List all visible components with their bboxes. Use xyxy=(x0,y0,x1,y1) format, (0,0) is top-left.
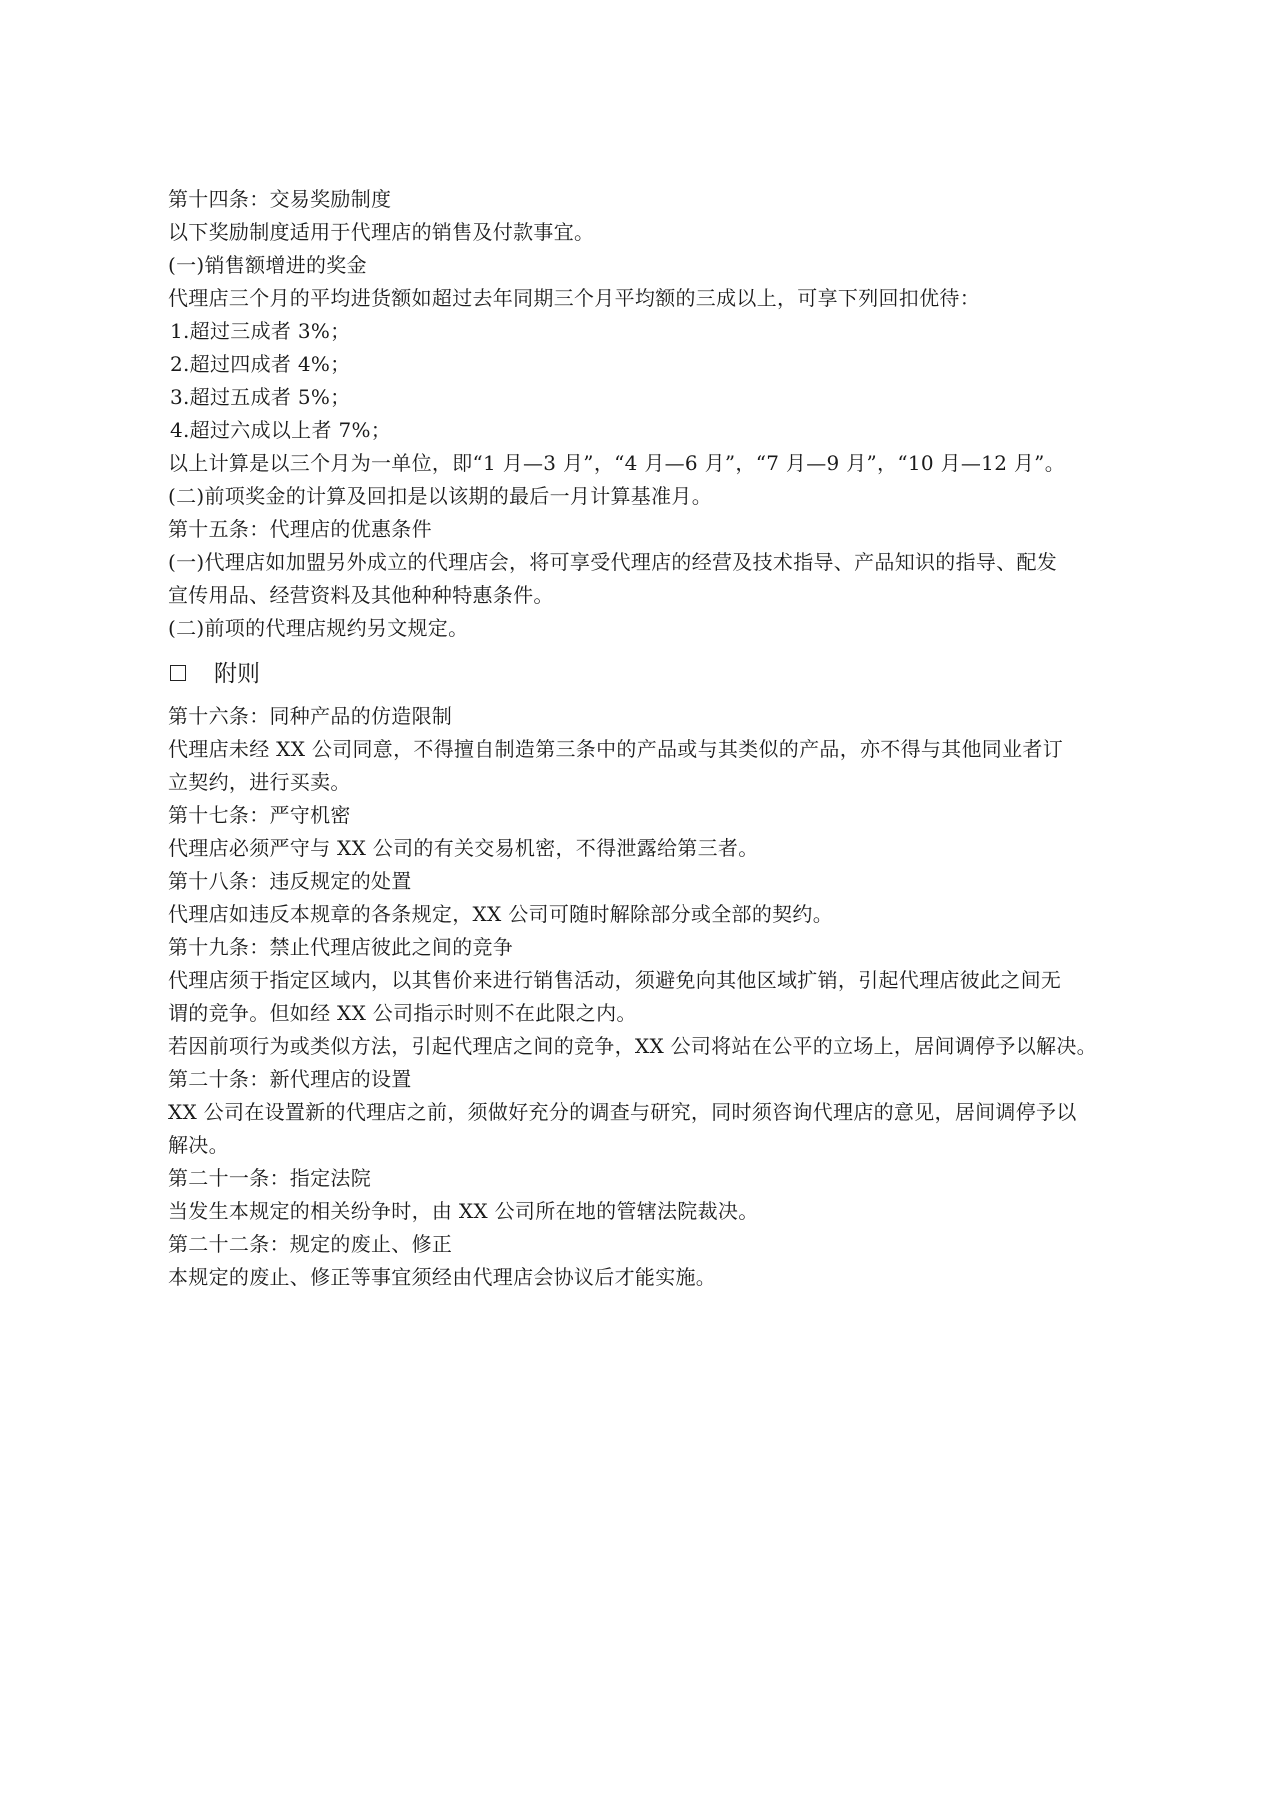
article-14-intro: 以下奖励制度适用于代理店的销售及付款事宜。 xyxy=(168,220,595,244)
article-22-body: 本规定的废止、修正等事宜须经由代理店会协议后才能实施。 xyxy=(168,1265,717,1289)
article-14-title: 第十四条：交易奖励制度 xyxy=(168,187,392,211)
article-14-item-1-desc: 代理店三个月的平均进货额如超过去年同期三个月平均额的三成以上，可享下列回扣优待： xyxy=(168,286,980,310)
article-22-title: 第二十二条：规定的废止、修正 xyxy=(168,1232,453,1256)
tier-item: 1.超过三成者 3%； xyxy=(170,319,351,343)
article-15-item-1-line-2: 宣传用品、经营资料及其他种种特惠条件。 xyxy=(168,583,554,607)
article-19-line-1: 代理店须于指定区域内，以其售价来进行销售活动，须避免向其他区域扩销，引起代理店彼此之间无 xyxy=(168,968,1062,992)
article-15-item-1-line-1: (一)代理店如加盟另外成立的代理店会，将可享受代理店的经营及技术指导、产品知识的指导、配发 xyxy=(168,550,1058,574)
article-20-title: 第二十条：新代理店的设置 xyxy=(168,1067,412,1091)
article-20-line-1: XX 公司在设置新的代理店之前，须做好充分的调查与研究，同时须咨询代理店的意见，居间调停予以 xyxy=(168,1100,1077,1124)
article-21-title: 第二十一条：指定法院 xyxy=(168,1166,371,1190)
article-18-body: 代理店如违反本规章的各条规定，XX 公司可随时解除部分或全部的契约。 xyxy=(168,902,834,926)
article-16-line-1: 代理店未经 XX 公司同意，不得擅自制造第三条中的产品或与其类似的产品，亦不得与其他同业者订 xyxy=(168,737,1063,761)
article-15-title: 第十五条：代理店的优惠条件 xyxy=(168,517,432,541)
checkbox-square-icon xyxy=(170,665,186,681)
section-heading-label: 附则 xyxy=(214,661,260,687)
article-17-body: 代理店必须严守与 XX 公司的有关交易机密，不得泄露给第三者。 xyxy=(168,836,759,860)
article-16-line-2: 立契约，进行买卖。 xyxy=(168,770,351,794)
article-14-item-2: (二)前项奖金的计算及回扣是以该期的最后一月计算基准月。 xyxy=(168,484,713,508)
document-body xyxy=(168,183,1178,1294)
article-15-item-2: (二)前项的代理店规约另文规定。 xyxy=(168,616,469,640)
tier-item: 3.超过五成者 5%； xyxy=(170,385,351,409)
article-14-item-1-title: (一)销售额增进的奖金 xyxy=(168,253,367,277)
article-19-title: 第十九条：禁止代理店彼此之间的竞争 xyxy=(168,935,514,959)
article-14-period-note: 以上计算是以三个月为一单位，即“1 月—3 月”，“4 月—6 月”，“7 月—9 月”，“10 月—12 月”。 xyxy=(168,451,1066,475)
article-17-title: 第十七条：严守机密 xyxy=(168,803,351,827)
article-19-line-2: 谓的竞争。但如经 XX 公司指示时则不在此限之内。 xyxy=(168,1001,637,1025)
article-19-line-3: 若因前项行为或类似方法，引起代理店之间的竞争，XX 公司将站在公平的立场上，居间调停予以解决。 xyxy=(168,1034,1097,1058)
tier-item: 2.超过四成者 4%； xyxy=(170,352,351,376)
article-16-title: 第十六条：同种产品的仿造限制 xyxy=(168,704,453,728)
section-heading xyxy=(168,650,1178,698)
article-18-title: 第十八条：违反规定的处置 xyxy=(168,869,412,893)
article-20-line-2: 解决。 xyxy=(168,1133,229,1157)
article-21-body: 当发生本规定的相关纷争时，由 XX 公司所在地的管辖法院裁决。 xyxy=(168,1199,759,1223)
tier-item: 4.超过六成以上者 7%； xyxy=(170,418,392,442)
